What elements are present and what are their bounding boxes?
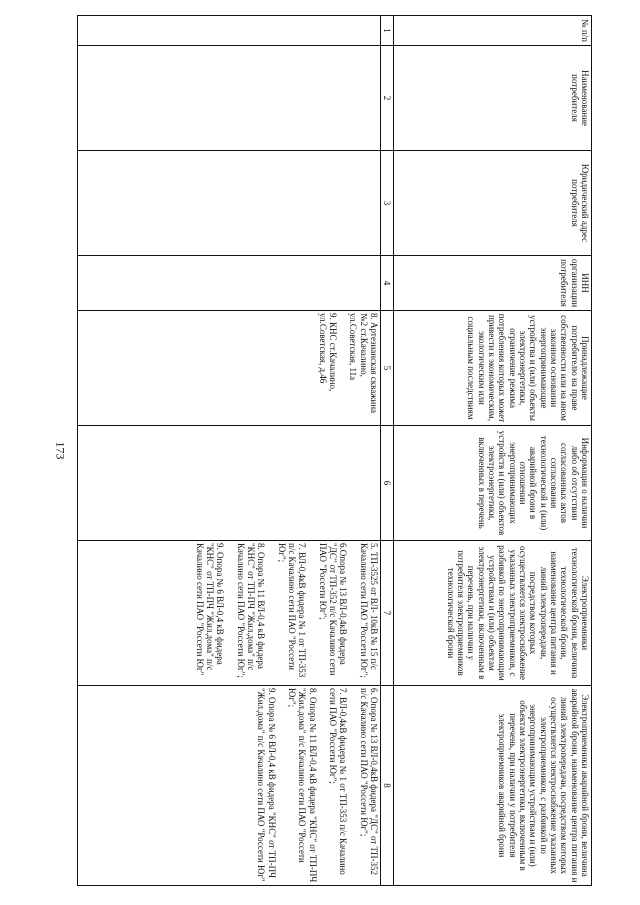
column-number: 8 <box>381 686 394 886</box>
list-item: 9. Опора № 6 ВЛ-0,4 кВ фидера "КНС" от ТП-ПЧ "Жил.дома" п/с Качалино сети ПАО "Россети Юг" <box>256 688 277 882</box>
list-item: 6.Опора № 13 ВЛ-0,4кВ фидера "ДС" от ТП-352 п/с Качалино сети ПАО "Россети Юг"; <box>317 543 349 676</box>
list-item: 5. ТП-3525 от ВЛ- 10кВ № 15 п/с Качалино сети ПАО "Россети Юг"; <box>358 543 379 678</box>
column-number: 3 <box>381 151 394 256</box>
column-number: 5 <box>381 311 394 426</box>
header-cell-8: Электроприемники аварийной брони, величина аварийной брони, наименование центра питания и линий электропередачи, посредством которых осуществляется электроснабжение указанных электроприемников, с разбивкой по энергопринимающим устройствам и (или) объектам электроэнергетики, включенным в перечень, при наличии у потребителя электроприемников аварийной брони <box>394 686 592 886</box>
header-cell-7: Электроприемники технологической брони, величина технологической брони, наименование центра питания и линий электропередачи, посредством которых осуществляется электроснабжение указанных электроприемников, с разбивкой по энергопринимающим устройствам и (или) объектам электроэнергетики, включенным в перечень, при наличии у потребителя электроприемников технологической брони <box>394 541 592 686</box>
table-header-row <box>394 16 592 886</box>
header-cell-6: Информация о наличии либо об отсутствии согласованных актов согласования технологической и (или) аварийной брони в отношении энергопринимающих устройств и (или) объектов электроэнергетики, включенных в перечень <box>394 426 592 541</box>
consumer-reservation-table <box>77 15 592 886</box>
column-number: 7 <box>381 541 394 686</box>
cell-legal-address <box>78 151 381 256</box>
list-item: 6. Опора № 13 ВЛ-0,4кВ фидера "ДС" от ТП-352 п/с Качалино сети ПАО "Россети Юг"; <box>358 688 379 876</box>
table-data-row <box>78 16 381 886</box>
list-item: 8. Опора № 11 ВЛ-0,4 кВ фидера "КНС" от ТП-ПЧ "Жил.дома" п/с Качалино сети ПАО "Россети Юг"; <box>286 688 318 883</box>
header-cell-3: Юридический адрес потребителя <box>394 151 592 256</box>
cell-reservation-acts <box>78 426 381 541</box>
column-number: 1 <box>381 16 394 46</box>
header-cell-1: № п/п <box>394 16 592 46</box>
cell-inn <box>78 256 381 311</box>
column-number-row <box>381 16 394 886</box>
list-item: 9. КНС ст.Качалино, ул.Советская, д.46 <box>317 313 338 392</box>
column-number: 4 <box>381 256 394 311</box>
list-item: 8. Опора № 11 ВЛ-0,4 кВ фидера "КНС" от ТП-ПЧ "Жил.дома" п/с Качалино сети ПАО "Россети Юг"; <box>235 543 267 678</box>
list-item: 7. ВЛ-0,4кВ фидера № 1 от ТП-353 п/с Качалино сети ПАО "Россети Юг"; <box>276 543 308 678</box>
list-item: 7. ВЛ-0,4кВ фидера № 1 от ТП-353 п/с Качалино сети ПАО "Россети Юг"; <box>327 688 349 875</box>
list-item: 8. Артезианская скважина №2 ст.Качалино, ул.Советская, 11а <box>348 313 379 414</box>
cell-technological-reserve <box>78 541 381 686</box>
cell-energy-devices <box>78 311 381 426</box>
header-cell-5: Принадлежащие потребителю на праве собственности или на ином законном основании энергопринимающие устройства и (или) объекты электроэнергетики, ограничение режима потребления которых может привести к экономическим, экологическим или социальным последствиям <box>394 311 592 426</box>
list-item: 9. Опора № 6 ВЛ-0,4 кВ фидера "КНС" от ТП-ПЧ "Жил.дома" п/с Качалино сети ПАО "Россети Юг" <box>194 543 226 676</box>
page-number: 173 <box>53 441 68 460</box>
header-cell-2: Наименование потребителя <box>394 46 592 151</box>
column-number: 6 <box>381 426 394 541</box>
header-cell-4: ИНН организации потребителя <box>394 256 592 311</box>
column-number: 2 <box>381 46 394 151</box>
cell-index <box>78 16 381 46</box>
rotated-page-content <box>77 15 592 885</box>
cell-consumer-name <box>78 46 381 151</box>
cell-emergency-reserve <box>78 686 381 886</box>
